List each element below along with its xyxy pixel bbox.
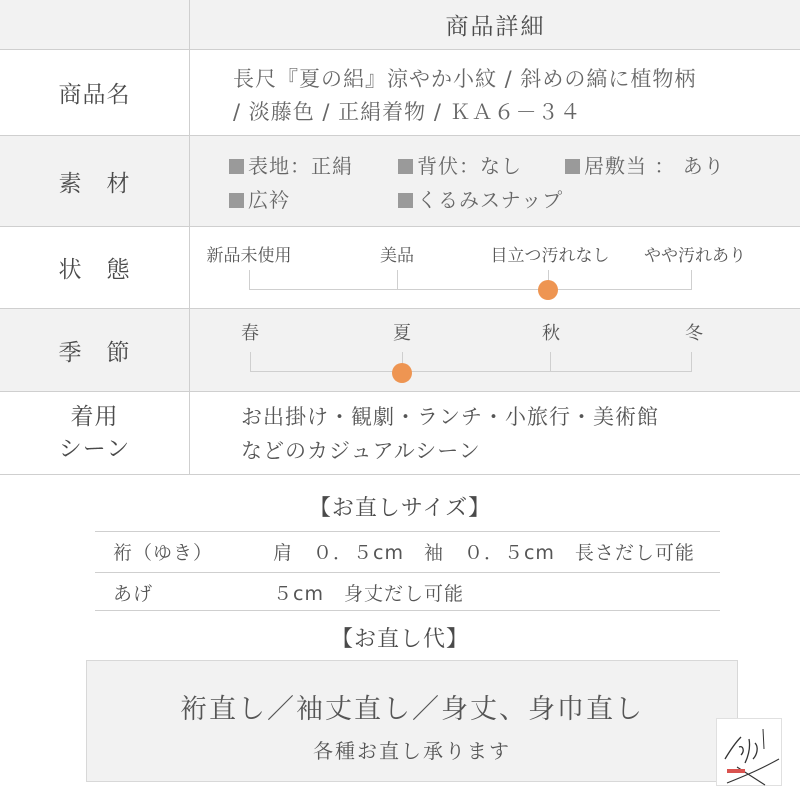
season-marker <box>392 363 412 383</box>
product-name-line-1: 長尺『夏の絽』涼やか小紋 / 斜めの縞に植物柄 <box>233 67 697 91</box>
season-scale-line <box>250 371 692 372</box>
page-title: 商品詳細 <box>445 14 546 40</box>
season-label-summer: 夏 <box>393 323 411 344</box>
material-item-snap: くるみスナップ <box>398 184 563 213</box>
square-bullet-icon <box>398 159 413 174</box>
square-bullet-icon <box>565 159 580 174</box>
season-label-autumn: 秋 <box>542 323 560 344</box>
label-scene-line-2: シーン <box>58 436 131 462</box>
scene-line-2: などのカジュアルシーン <box>241 439 481 463</box>
row-condition <box>0 227 800 309</box>
condition-tick <box>397 270 398 290</box>
resize-row-age <box>95 573 720 611</box>
resize-key-age: あげ <box>113 583 154 605</box>
label-scene <box>0 392 190 474</box>
condition-label-fine: 美品 <box>380 246 414 266</box>
repair-sub-text: 各種お直し承ります <box>313 739 511 763</box>
season-tick <box>550 352 551 372</box>
season-tick <box>250 352 251 372</box>
label-condition: 状 態 <box>0 227 190 308</box>
row-scene <box>0 392 800 475</box>
resize-key-yuki: 裄（ゆき） <box>113 542 214 564</box>
resize-value-yuki: 肩 ０．５cm 袖 ０．５cm 長さだし可能 <box>273 542 695 564</box>
condition-tick <box>691 270 692 290</box>
label-product-name: 商品名 <box>0 50 190 135</box>
season-label-spring: 春 <box>241 323 259 344</box>
condition-tick <box>249 270 250 290</box>
material-item-surface: 表地：正絹 <box>229 150 353 179</box>
label-material: 素 材 <box>0 136 190 226</box>
brand-logo <box>716 718 782 786</box>
row-season <box>0 309 800 392</box>
resize-row-yuki <box>95 531 720 573</box>
condition-marker <box>538 280 558 300</box>
repair-title: 【お直し代】 <box>330 627 469 652</box>
product-name-line-2: / 淡藤色 / 正絹着物 / ＫＡ６－３４ <box>233 100 582 124</box>
material-item-backing: 背伏：なし <box>398 150 522 179</box>
brand-logo-mark <box>717 719 783 787</box>
scene-body <box>191 392 800 474</box>
row-material <box>0 136 800 227</box>
square-bullet-icon <box>229 193 244 208</box>
row-product-name <box>0 50 800 136</box>
season-label-winter: 冬 <box>685 323 703 344</box>
label-scene-line-1: 着用 <box>70 404 119 430</box>
season-scale <box>191 309 800 391</box>
product-name-body <box>191 50 800 135</box>
condition-label-clean: 目立つ汚れなし <box>490 246 610 266</box>
resize-value-age: ５cm 身丈だし可能 <box>273 583 464 605</box>
condition-label-slight: やや汚れあり <box>644 246 746 266</box>
repair-box <box>86 660 738 782</box>
condition-scale-line <box>249 289 692 290</box>
condition-label-new: 新品未使用 <box>206 246 292 266</box>
square-bullet-icon <box>229 159 244 174</box>
condition-scale <box>191 227 800 308</box>
season-tick <box>691 352 692 372</box>
material-body <box>191 136 800 226</box>
label-season: 季 節 <box>0 309 190 391</box>
scene-line-1: お出掛け・観劇・ランチ・小旅行・美術館 <box>241 405 659 429</box>
square-bullet-icon <box>398 193 413 208</box>
header-row <box>0 0 800 50</box>
material-item-collar: 広衿 <box>229 184 290 213</box>
header-spacer <box>0 0 190 49</box>
repair-main-text: 裄直し／袖丈直し／身丈、身巾直し <box>180 694 644 725</box>
material-item-lining: 居敷当 ： あり <box>565 150 725 179</box>
resize-title: 【お直しサイズ】 <box>308 496 492 521</box>
